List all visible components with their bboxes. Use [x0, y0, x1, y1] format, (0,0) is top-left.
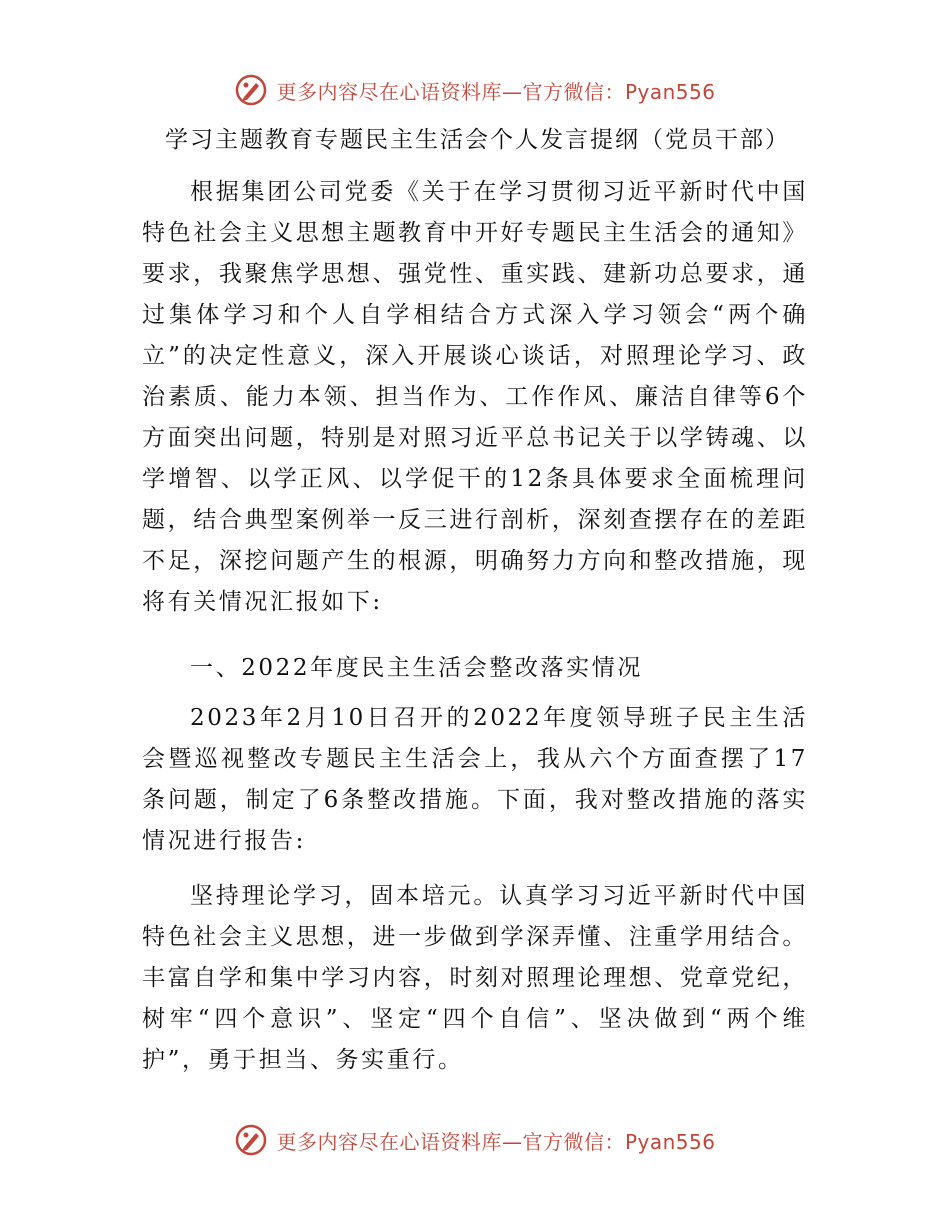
intro-paragraph: 根据集团公司党委《关于在学习贯彻习近平新时代中国特色社会主义思想主题教育中开好专题民主生活会的通知》要求，我聚焦学思想、强党性、重实践、建新功总要求，通过集体学习和个人自学相结合方式深入学习领会“两个确立”的决定性意义，深入开展谈心谈话，对照理论学习、政治素质、能力本领、担当作为、工作作风、廉洁自律等6个方面突出问题，特别是对照习近平总书记关于以学铸魂、以学增智、以学正风、以学促干的12条具体要求全面梳理问题，结合典型案例举一反三进行剖析，深刻查摆存在的差距不足，深挖问题产生的根源，明确努力方向和整改措施，现将有关情况汇报如下: [142, 179, 808, 615]
section-heading: 一、2022年度民主生活会整改落实情况 [190, 655, 643, 681]
rectification-paragraph: 2023年2月10日召开的2022年度领导班子民主生活会暨巡视整改专题民主生活会上，我从六个方面查摆了17条问题，制定了6条整改措施。下面，我对整改措施的落实情况进行报告: [142, 705, 808, 854]
footer-watermark-text: 更多内容尽在心语资料库—官方微信：Pyan556 [276, 1129, 716, 1154]
header-watermark-text: 更多内容尽在心语资料库—官方微信：Pyan556 [276, 79, 716, 104]
theory-study-paragraph: 坚持理论学习，固本培元。认真学习习近平新时代中国特色社会主义思想，进一步做到学深弄懂、注重学用结合。丰富自学和集中学习内容，时刻对照理论理想、党章党纪，树牢“四个意识”、坚定“四个自信”、坚决做到“两个维护”，勇于担当、务实重行。 [142, 883, 808, 1073]
header-watermark-banner [0, 70, 950, 110]
pen-seal-logo-icon [234, 1123, 268, 1157]
footer-watermark-banner [0, 1120, 950, 1160]
pen-seal-logo-icon [234, 73, 268, 107]
document-title: 学习主题教育专题民主生活会个人发言提纲（党员干部） [165, 127, 790, 153]
